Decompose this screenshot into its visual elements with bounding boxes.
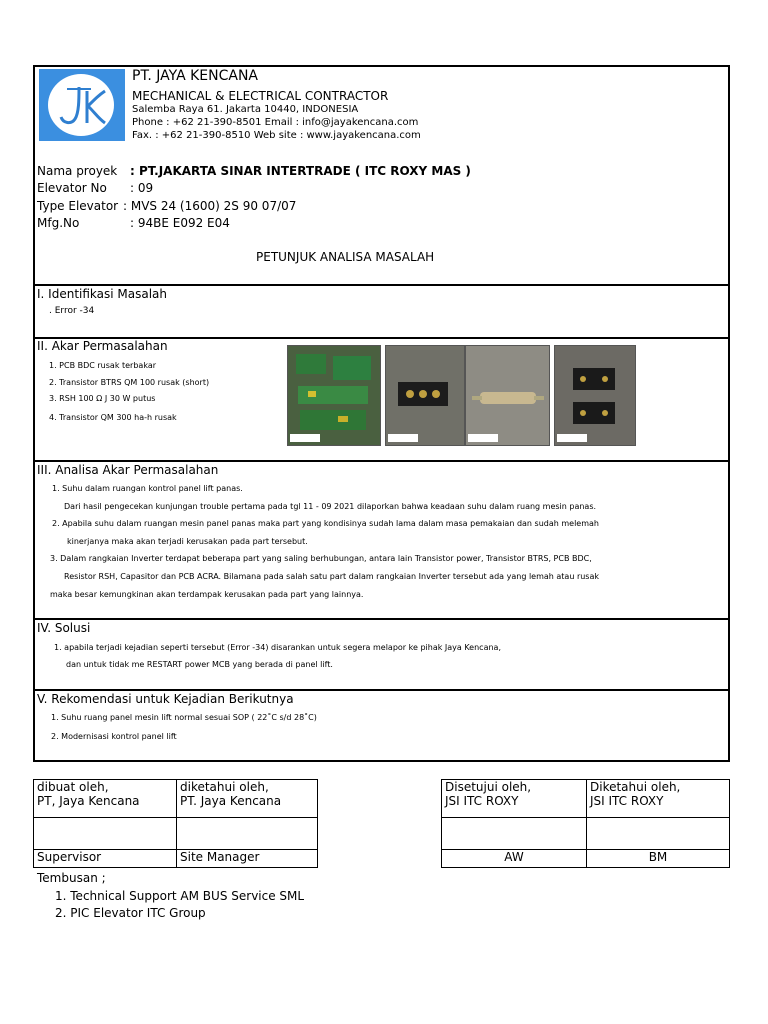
section5-line: 1. Suhu ruang panel mesin lift normal sesuai SOP ( 22˚C s/d 28˚C) <box>51 713 317 722</box>
project-label-type: Type Elevator <box>37 199 119 213</box>
pcb-photo <box>287 345 381 446</box>
signature-cell <box>34 780 177 818</box>
signature-table-left <box>33 779 318 868</box>
section1-item: . Error -34 <box>49 306 95 316</box>
section3-line: maka besar kemungkinan akan terdampak kerusakan pada part yang lainnya. <box>50 590 364 599</box>
section3-line: 3. Dalam rangkaian Inverter terdapat beberapa part yang saling berhubungan, antara lain Transistor power, Transistor BTRS, PCB BDC, <box>50 554 592 563</box>
project-label-mfg: Mfg.No <box>37 216 80 230</box>
section3-line: 1. Suhu dalam ruangan kontrol panel lift panas. <box>52 484 243 493</box>
project-value-mfg: : 94BE E092 E04 <box>130 216 230 230</box>
project-value-type: : MVS 24 (1600) 2S 90 07/07 <box>123 199 297 213</box>
divider <box>33 689 730 691</box>
project-value-elevator: : 09 <box>130 181 154 195</box>
signature-company: JSI ITC ROXY <box>590 794 664 808</box>
section5-line: 2. Modernisasi kontrol panel lift <box>51 732 177 741</box>
section3-heading: III. Analisa Akar Permasalahan <box>37 463 219 477</box>
company-address: Salemba Raya 61. Jakarta 10440, INDONESIA <box>132 104 359 115</box>
section4-line: dan untuk tidak me RESTART power MCB yang berada di panel lift. <box>66 660 333 669</box>
signature-role: Supervisor <box>34 850 177 868</box>
section4-line: 1. apabila terjadi kejadian seperti tersebut (Error -34) disarankan untuk segera melapor ke pihak Jaya Kencana, <box>54 643 501 652</box>
signature-cell <box>587 780 730 818</box>
signature-role: Site Manager <box>177 850 318 868</box>
section2-item: 2. Transistor BTRS QM 100 rusak (short) <box>49 378 210 387</box>
signature-cell <box>442 780 587 818</box>
signature-space <box>34 818 177 850</box>
section2-item: 3. RSH 100 Ω J 30 W putus <box>49 394 156 403</box>
resistor-photo <box>465 345 550 446</box>
company-subtitle: MECHANICAL & ELECTRICAL CONTRACTOR <box>132 89 389 103</box>
signature-cell <box>177 780 318 818</box>
cc-heading: Tembusan ; <box>37 871 106 885</box>
document-title: PETUNJUK ANALISA MASALAH <box>256 250 435 264</box>
signature-company: PT. Jaya Kencana <box>180 794 282 808</box>
section3-line: 2. Apabila suhu dalam ruangan mesin panel panas maka part yang kondisinya sudah lama dalam masa pemakaian dan sudah melemah <box>52 519 599 528</box>
section1-heading: I. Identifikasi Masalah <box>37 287 168 301</box>
section2-item: 1. PCB BDC rusak terbakar <box>49 361 157 370</box>
company-contact-phone: Phone : +62 21-390-8501 Email : info@jayakencana.com <box>132 117 419 128</box>
divider <box>33 618 730 620</box>
signature-space <box>177 818 318 850</box>
section4-heading: IV. Solusi <box>37 621 91 635</box>
signature-company: JSI ITC ROXY <box>445 794 519 808</box>
signature-role: AW <box>442 850 587 868</box>
signature-caption: Diketahui oleh, <box>590 780 681 794</box>
company-logo <box>39 69 125 141</box>
signature-table-right <box>441 779 730 868</box>
section5-heading: V. Rekomendasi untuk Kejadian Berikutnya <box>37 692 294 706</box>
signature-caption: dibuat oleh, <box>37 780 109 794</box>
signature-company: PT, Jaya Kencana <box>37 794 140 808</box>
section2-item: 4. Transistor QM 300 ha-h rusak <box>49 413 177 422</box>
project-label-elevator: Elevator No <box>37 181 107 195</box>
signature-caption: diketahui oleh, <box>180 780 269 794</box>
signature-caption: Disetujui oleh, <box>445 780 532 794</box>
jk-monogram-icon <box>39 69 125 141</box>
qm300-photo <box>554 345 636 446</box>
cc-item: 1. Technical Support AM BUS Service SML <box>55 889 305 903</box>
signature-role: BM <box>587 850 730 868</box>
project-label-name: Nama proyek <box>37 164 118 178</box>
section3-line: Dari hasil pengecekan kunjungan trouble pertama pada tgl 11 - 09 2021 dilaporkan bahwa keadaan suhu dalam ruang mesin panas. <box>64 502 597 511</box>
signature-space <box>442 818 587 850</box>
company-name: PT. JAYA KENCANA <box>132 68 258 84</box>
cc-item: 2. PIC Elevator ITC Group <box>55 906 206 920</box>
divider <box>33 284 730 286</box>
company-contact-fax: Fax. : +62 21-390-8510 Web site : www.jayakencana.com <box>132 130 421 141</box>
transistor-photo <box>385 345 465 446</box>
section2-heading: II. Akar Permasalahan <box>37 339 168 353</box>
project-value-name: : PT.JAKARTA SINAR INTERTRADE ( ITC ROXY MAS ) <box>130 164 471 178</box>
signature-space <box>587 818 730 850</box>
section3-line: Resistor RSH, Capasitor dan PCB ACRA. Bilamana pada salah satu part dalam rangkaian Inverter tersebut ada yang lemah atau rusak <box>64 572 600 581</box>
section3-line: kinerjanya maka akan terjadi kerusakan pada part tersebut. <box>67 537 308 546</box>
divider <box>33 460 730 462</box>
